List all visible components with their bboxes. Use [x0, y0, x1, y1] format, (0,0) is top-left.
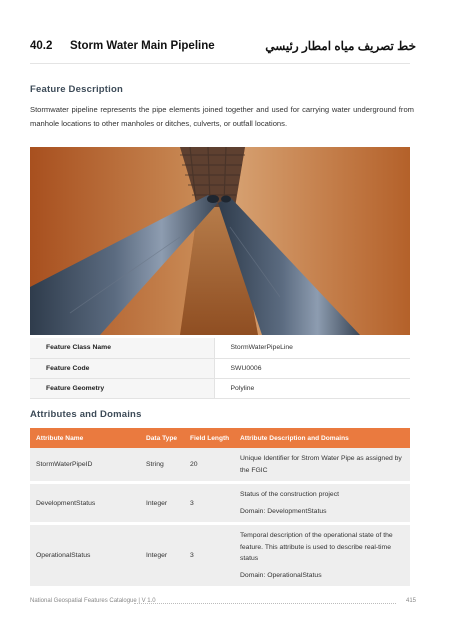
description-line: Status of the construction project — [240, 491, 339, 498]
attribute-description — [234, 525, 410, 589]
attribute-name: StormWaterPipeID — [30, 448, 140, 484]
attribute-type: String — [140, 448, 184, 484]
attribute-name: DevelopmentStatus — [30, 484, 140, 525]
feature-value: StormWaterPipeLine — [214, 338, 410, 358]
description-line: Unique Identifier for Strom Water Pipe as assigned by the FGIC — [240, 455, 402, 474]
column-header: Data Type — [140, 428, 184, 448]
attribute-type: Integer — [140, 525, 184, 589]
attribute-length: 20 — [184, 448, 234, 484]
page-number: 415 — [405, 598, 416, 604]
attribute-row — [30, 448, 410, 484]
attribute-length: 3 — [184, 525, 234, 589]
attribute-length: 3 — [184, 484, 234, 525]
feature-key: Feature Class Name — [30, 338, 214, 358]
description-line: Temporal description of the operational state of the feature. This attribute is used to describe real-time status — [240, 532, 393, 562]
pipeline-photo — [30, 147, 410, 335]
column-header: Attribute Name — [30, 428, 140, 448]
column-header: Attribute Description and Domains — [234, 428, 410, 448]
feature-row — [30, 358, 410, 378]
attribute-name: OperationalStatus — [30, 525, 140, 589]
feature-row — [30, 338, 410, 358]
pipeline-photo-image — [30, 147, 410, 335]
feature-description-text: Stormwater pipeline represents the pipe elements joined together and used for carrying water underground from manhole locations to other manholes or ditches, culverts, or outfall locations. — [30, 105, 414, 128]
feature-description-heading: Feature Description — [30, 84, 124, 95]
page-footer — [30, 598, 422, 608]
feature-key: Feature Code — [30, 358, 214, 378]
feature-info-table — [30, 338, 410, 399]
section-header — [30, 40, 422, 60]
footer-catalogue-label: National Geospatial Features Catalogue | V 1.0 — [30, 598, 156, 604]
attribute-description — [234, 448, 410, 484]
header-divider — [30, 63, 410, 64]
description-domain: Domain: DevelopmentStatus — [240, 507, 327, 515]
feature-value: Polyline — [214, 378, 410, 398]
attributes-heading: Attributes and Domains — [30, 409, 142, 420]
attributes-header-row — [30, 428, 410, 448]
attribute-description — [234, 484, 410, 525]
feature-row — [30, 378, 410, 398]
footer-leader-dots — [134, 598, 396, 604]
feature-value: SWU0006 — [214, 358, 410, 378]
attributes-table — [30, 428, 410, 589]
section-number: 40.2 — [30, 40, 53, 52]
description-domain: Domain: OperationalStatus — [240, 571, 322, 579]
attribute-row — [30, 525, 410, 589]
column-header: Field Length — [184, 428, 234, 448]
section-title: Storm Water Main Pipeline — [70, 40, 215, 52]
section-arabic-title: خط تصريف مياه امطار رئيسي — [265, 39, 416, 53]
attribute-type: Integer — [140, 484, 184, 525]
feature-key: Feature Geometry — [30, 378, 214, 398]
attribute-row — [30, 484, 410, 525]
